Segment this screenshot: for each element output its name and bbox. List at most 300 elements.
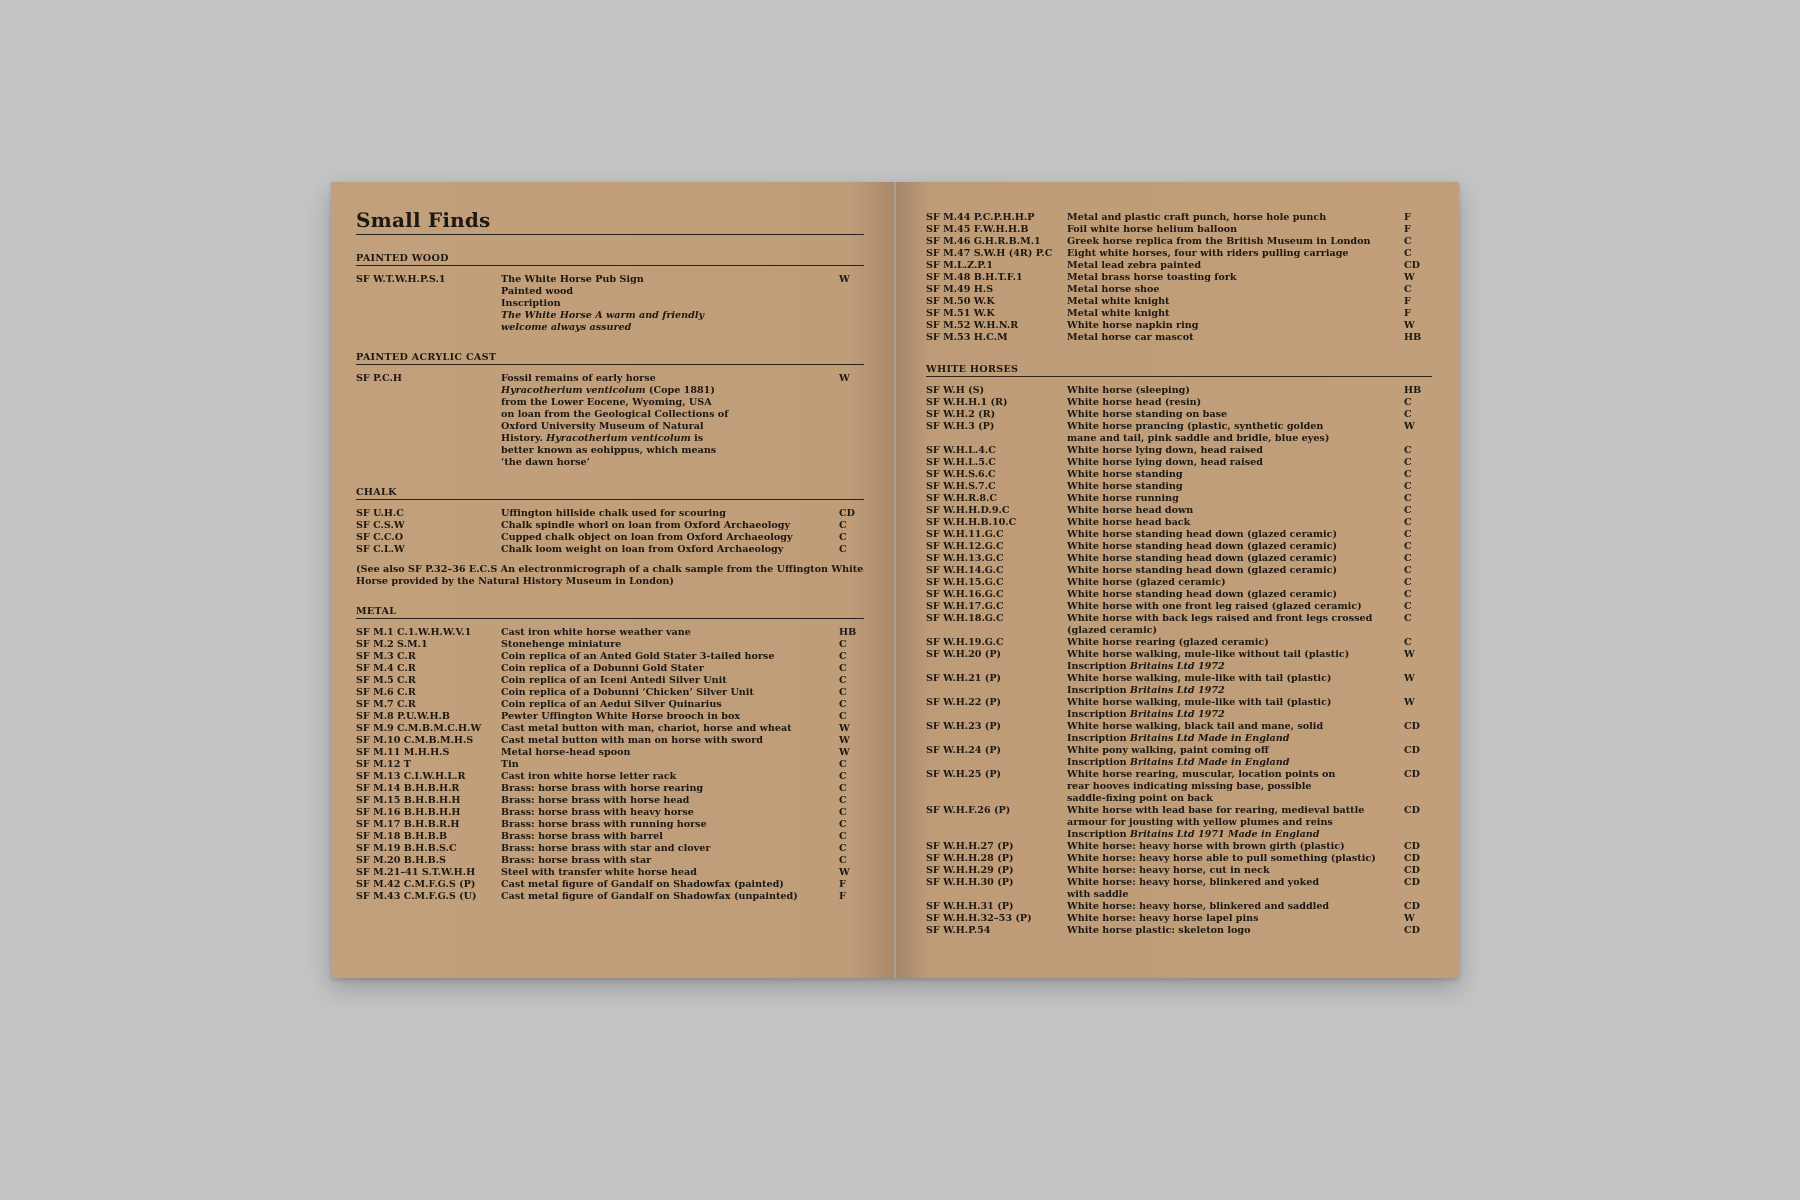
item-grade: C	[1404, 541, 1412, 552]
list-item	[926, 296, 1432, 308]
item-grade: C	[839, 711, 847, 722]
list-item	[356, 687, 864, 699]
item-description: White horse: heavy horse, cut in neck	[1067, 865, 1270, 876]
item-description: White horse standing head down (glazed ceramic)	[1067, 565, 1338, 576]
item-code: SF W.H (S)	[926, 385, 985, 396]
list-item	[926, 865, 1432, 877]
item-code: SF W.H.13.G.C	[926, 553, 1004, 564]
item-description: White horse napkin ring	[1067, 320, 1199, 331]
item-description: White horse standing	[1067, 469, 1183, 480]
item-description: Foil white horse helium balloon	[1067, 224, 1238, 235]
item-grade: C	[1404, 481, 1412, 492]
item-grade: C	[839, 771, 847, 782]
left-page	[331, 182, 894, 978]
list-item	[926, 224, 1432, 236]
list-item	[356, 627, 864, 639]
item-code: SF M.9 C.M.B.M.C.H.W	[356, 723, 482, 734]
list-item	[926, 332, 1432, 344]
list-item	[926, 481, 1432, 493]
item-description: White horse walking, black tail and mane, solid Inscription Britains Ltd Made in England	[1067, 721, 1324, 744]
list-item	[926, 541, 1432, 553]
list-item	[926, 553, 1432, 565]
item-code: SF M.47 S.W.H (4R) P.C	[926, 248, 1053, 259]
item-code: SF W.H.L.4.C	[926, 445, 996, 456]
item-description: White horse: heavy horse with brown girth (plastic)	[1067, 841, 1345, 852]
item-description: White horse standing head down (glazed ceramic)	[1067, 589, 1338, 600]
list-item	[356, 807, 864, 819]
item-grade: C	[1404, 409, 1412, 420]
item-description: Metal horse-head spoon	[501, 747, 631, 758]
item-code: SF M.15 B.H.B.H.H	[356, 795, 461, 806]
item-grade: C	[1404, 553, 1412, 564]
item-code: SF U.H.C	[356, 508, 404, 519]
item-description: White horse head back	[1067, 517, 1191, 528]
item-grade: F	[1404, 212, 1411, 223]
item-description: Brass: horse brass with horse rearing	[501, 783, 704, 794]
section-heading: WHITE HORSES	[926, 364, 1432, 377]
list-item	[926, 673, 1432, 697]
list-item	[926, 841, 1432, 853]
list-item	[926, 529, 1432, 541]
item-grade: C	[1404, 613, 1412, 624]
item-code: SF M.16 B.H.B.H.H	[356, 807, 461, 818]
item-code: SF W.H.H.31 (P)	[926, 901, 1014, 912]
item-code: SF W.H.S.6.C	[926, 469, 996, 480]
item-description: White horse (sleeping)	[1067, 385, 1190, 396]
list-item	[926, 272, 1432, 284]
item-code: SF M.13 C.I.W.H.L.R	[356, 771, 466, 782]
item-code: SF M.4 C.R	[356, 663, 416, 674]
list-item	[926, 901, 1432, 913]
item-grade: W	[1404, 272, 1415, 283]
list-item	[926, 421, 1432, 445]
item-grade: C	[1404, 457, 1412, 468]
item-description: White horse standing on base	[1067, 409, 1228, 420]
list-item	[926, 236, 1432, 248]
item-description: Coin replica of an Iceni Antedi Silver Unit	[501, 675, 727, 686]
item-description: Coin replica of an Anted Gold Stater 3-tailed horse	[501, 651, 775, 662]
item-code: SF M.6 C.R	[356, 687, 416, 698]
item-code: SF M.50 W.K	[926, 296, 995, 307]
item-grade: CD	[1404, 260, 1420, 271]
item-code: SF W.H.15.G.C	[926, 577, 1004, 588]
item-grade: W	[839, 867, 850, 878]
item-description: Brass: horse brass with heavy horse	[501, 807, 694, 818]
list-item	[356, 819, 864, 831]
item-grade: C	[1404, 469, 1412, 480]
right-page	[896, 182, 1459, 978]
item-description: Chalk loom weight on loan from Oxford Archaeology	[501, 544, 784, 555]
list-item	[356, 532, 864, 544]
item-grade: C	[839, 699, 847, 710]
item-code: SF W.H.14.G.C	[926, 565, 1004, 576]
list-item	[926, 805, 1432, 841]
item-description: Metal white knight	[1067, 296, 1170, 307]
item-grade: C	[1404, 589, 1412, 600]
item-code: SF M.19 B.H.B.S.C	[356, 843, 457, 854]
item-code: SF C.C.O	[356, 532, 404, 543]
item-description: White horse prancing (plastic, synthetic golden mane and tail, pink saddle and bridle, blue eyes)	[1067, 421, 1330, 444]
list-item	[356, 520, 864, 532]
item-code: SF C.L.W	[356, 544, 405, 555]
item-grade: F	[1404, 296, 1411, 307]
list-item	[926, 589, 1432, 601]
item-description: White horse: heavy horse, blinkered and saddled	[1067, 901, 1330, 912]
item-description: Brass: horse brass with running horse	[501, 819, 707, 830]
list-item	[926, 505, 1432, 517]
item-code: SF W.H.H.32–53 (P)	[926, 913, 1032, 924]
item-code: SF W.H.16.G.C	[926, 589, 1004, 600]
item-grade: C	[1404, 529, 1412, 540]
item-description: White horse with back legs raised and front legs crossed (glazed ceramic)	[1067, 613, 1373, 636]
list-item	[926, 601, 1432, 613]
list-item	[926, 697, 1432, 721]
item-grade: C	[839, 687, 847, 698]
item-grade: W	[1404, 421, 1415, 432]
item-grade: W	[1404, 673, 1415, 684]
item-grade: C	[839, 639, 847, 650]
item-code: SF W.H.2 (R)	[926, 409, 996, 420]
item-description: Tin	[501, 759, 519, 770]
item-code: SF M.18 B.H.B.B	[356, 831, 448, 842]
list-item	[356, 699, 864, 711]
item-grade: CD	[839, 508, 855, 519]
item-description: White horse walking, mule-like with tail (plastic) Inscription Britains Ltd 1972	[1067, 697, 1332, 720]
item-description: Cast metal figure of Gandalf on Shadowfax (painted)	[501, 879, 784, 890]
item-code: SF W.H.H.D.9.C	[926, 505, 1010, 516]
list-item	[926, 248, 1432, 260]
item-grade: F	[1404, 224, 1411, 235]
item-code: SF M.48 B.H.T.F.1	[926, 272, 1023, 283]
list-item	[356, 783, 864, 795]
section-painted-acrylic	[356, 352, 864, 469]
item-code: SF M.12 T	[356, 759, 411, 770]
item-description: Brass: horse brass with horse head	[501, 795, 690, 806]
section-white-horses	[926, 364, 1432, 937]
item-grade: C	[839, 532, 847, 543]
item-grade: C	[1404, 397, 1412, 408]
list-item	[926, 853, 1432, 865]
list-item	[926, 745, 1432, 769]
item-description: Metal and plastic craft punch, horse hole punch	[1067, 212, 1327, 223]
item-code: SF W.H.P.54	[926, 925, 991, 936]
item-code: SF M.42 C.M.F.G.S (P)	[356, 879, 476, 890]
item-code: SF W.H.H.1 (R)	[926, 397, 1008, 408]
list-item	[356, 723, 864, 735]
item-code: SF M.8 P.U.W.H.B	[356, 711, 450, 722]
item-grade: C	[1404, 505, 1412, 516]
item-description: Metal white knight	[1067, 308, 1170, 319]
list-item	[926, 385, 1432, 397]
item-code: SF M.1 C.1.W.H.W.V.1	[356, 627, 472, 638]
item-grade: CD	[1404, 853, 1420, 864]
item-grade: C	[839, 544, 847, 555]
item-grade: W	[1404, 649, 1415, 660]
list-item	[356, 831, 864, 843]
item-grade: C	[1404, 517, 1412, 528]
chalk-note: (See also SF P.32–36 E.C.S An electronmicrograph of a chalk sample from the Uffington White Horse provided by the Natural History Museum in London)	[356, 564, 864, 587]
list-item	[926, 212, 1432, 224]
item-code: SF W.H.20 (P)	[926, 649, 1002, 660]
section-painted-wood	[356, 253, 864, 334]
list-item	[926, 517, 1432, 529]
item-description: Metal horse shoe	[1067, 284, 1160, 295]
list-item	[356, 795, 864, 807]
item-grade: W	[839, 747, 850, 758]
item-code: SF W.H.21 (P)	[926, 673, 1002, 684]
item-description: White horse with lead base for rearing, medieval battle armour for jousting with yellow plumes and reins Inscription Britains Ltd 1971 Made in England	[1067, 805, 1365, 840]
section-heading: METAL	[356, 606, 864, 619]
item-grade: W	[1404, 697, 1415, 708]
item-grade: C	[839, 795, 847, 806]
list-item	[926, 397, 1432, 409]
item-grade: C	[839, 819, 847, 830]
item-description: Cast metal button with man on horse with sword	[501, 735, 763, 746]
item-grade: F	[839, 891, 846, 902]
item-description: Metal brass horse toasting fork	[1067, 272, 1237, 283]
item-code: SF W.H.18.G.C	[926, 613, 1004, 624]
item-description: White horse: heavy horse, blinkered and yoked with saddle	[1067, 877, 1320, 900]
section-heading: PAINTED WOOD	[356, 253, 864, 266]
item-code: SF M.44 P.C.P.H.H.P	[926, 212, 1035, 223]
list-item	[926, 409, 1432, 421]
item-code: SF M.51 W.K	[926, 308, 995, 319]
booklet-spread	[331, 182, 1459, 978]
item-description: Cupped chalk object on loan from Oxford Archaeology	[501, 532, 793, 543]
list-item	[356, 675, 864, 687]
item-description: Coin replica of a Dobunni ‘Chicken’ Silver Unit	[501, 687, 754, 698]
list-item	[926, 469, 1432, 481]
list-item	[926, 565, 1432, 577]
item-description: White horse (glazed ceramic)	[1067, 577, 1226, 588]
item-description: Uffington hillside chalk used for scouring	[501, 508, 726, 519]
item-description: White horse rearing (glazed ceramic)	[1067, 637, 1269, 648]
item-code: SF M.11 M.H.H.S	[356, 747, 450, 758]
list-item	[356, 771, 864, 783]
item-grade: W	[1404, 913, 1415, 924]
item-code: SF W.H.H.28 (P)	[926, 853, 1014, 864]
section-heading: PAINTED ACRYLIC CAST	[356, 352, 864, 365]
list-item	[926, 284, 1432, 296]
list-item	[356, 711, 864, 723]
item-description: White horse lying down, head raised	[1067, 457, 1263, 468]
list-item	[926, 721, 1432, 745]
list-item	[926, 877, 1432, 901]
item-code: SF M.45 F.W.H.H.B	[926, 224, 1029, 235]
item-code: SF W.H.H.B.10.C	[926, 517, 1017, 528]
item-description: Greek horse replica from the British Museum in London	[1067, 236, 1371, 247]
item-grade: W	[839, 735, 850, 746]
item-description: White horse standing head down (glazed ceramic)	[1067, 541, 1338, 552]
list-item	[356, 891, 864, 903]
item-description: Metal lead zebra painted	[1067, 260, 1202, 271]
item-code: SF W.H.24 (P)	[926, 745, 1002, 756]
item-grade: CD	[1404, 841, 1420, 852]
item-description: White horse standing head down (glazed ceramic)	[1067, 529, 1338, 540]
item-description: Brass: horse brass with barrel	[501, 831, 663, 842]
item-code: SF W.H.25 (P)	[926, 769, 1002, 780]
list-item	[926, 457, 1432, 469]
item-code: SF W.H.H.30 (P)	[926, 877, 1014, 888]
item-grade: C	[1404, 284, 1412, 295]
item-code: SF W.H.22 (P)	[926, 697, 1002, 708]
item-code: SF M.3 C.R	[356, 651, 416, 662]
item-grade: C	[1404, 565, 1412, 576]
item-code: SF M.2 S.M.1	[356, 639, 428, 650]
item-description: Cast iron white horse weather vane	[501, 627, 691, 638]
item-description: White horse walking, mule-like with tail (plastic) Inscription Britains Ltd 1972	[1067, 673, 1332, 696]
item-grade: CD	[1404, 925, 1420, 936]
item-description: White horse head (resin)	[1067, 397, 1202, 408]
list-item	[356, 867, 864, 879]
list-item	[926, 577, 1432, 589]
item-description: Cast metal figure of Gandalf on Shadowfax (unpainted)	[501, 891, 798, 902]
item-description: White horse head down	[1067, 505, 1194, 516]
list-item	[356, 879, 864, 891]
item-grade: HB	[1404, 332, 1422, 343]
item-code: SF W.H.17.G.C	[926, 601, 1004, 612]
item-grade: F	[1404, 308, 1411, 319]
item-description: Brass: horse brass with star	[501, 855, 652, 866]
item-description: White horse running	[1067, 493, 1179, 504]
item-code: SF W.H.23 (P)	[926, 721, 1002, 732]
item-description: White horse standing	[1067, 481, 1183, 492]
list-item	[926, 613, 1432, 637]
item-grade: C	[1404, 248, 1412, 259]
item-grade: CD	[1404, 745, 1420, 756]
item-description: Stonehenge miniature	[501, 639, 622, 650]
item-description: White horse walking, mule-like without tail (plastic) Inscription Britains Ltd 1972	[1067, 649, 1350, 672]
item-code: SF W.H.R.8.C	[926, 493, 998, 504]
item-code: SF M.7 C.R	[356, 699, 416, 710]
item-description: White horse lying down, head raised	[1067, 445, 1263, 456]
item-description: White horse: heavy horse lapel pins	[1067, 913, 1259, 924]
item-description: Cast iron white horse letter rack	[501, 771, 677, 782]
item-grade: C	[1404, 577, 1412, 588]
item-description: White pony walking, paint coming off Inscription Britains Ltd Made in England	[1067, 745, 1290, 768]
item-code: SF M.21–41 S.T.W.H.H	[356, 867, 476, 878]
item-code: SF W.H.12.G.C	[926, 541, 1004, 552]
list-item	[926, 493, 1432, 505]
item-code: SF M.10 C.M.B.M.H.S	[356, 735, 474, 746]
item-grade: C	[839, 520, 847, 531]
list-item	[926, 445, 1432, 457]
list-item	[926, 925, 1432, 937]
item-description: Cast metal button with man, chariot, horse and wheat	[501, 723, 792, 734]
item-code: SF W.H.H.27 (P)	[926, 841, 1014, 852]
item-description: Coin replica of a Dobunni Gold Stater	[501, 663, 704, 674]
section-metal	[356, 606, 864, 903]
item-description: Steel with transfer white horse head	[501, 867, 697, 878]
list-item: SF P.C.H Fossil remains of early horse Hyracotherium venticolum (Cope 1881) from the Lower Eocene, Wyoming, USA on loan from the Geological Collections of Oxford University Museum of Natural History. Hyracotherium venticolum is better known as eohippus, which means ‘the dawn horse’ W	[356, 373, 850, 468]
item-grade: F	[839, 879, 846, 890]
item-grade: C	[839, 831, 847, 842]
item-code: SF M.20 B.H.B.S	[356, 855, 446, 866]
item-grade: CD	[1404, 865, 1420, 876]
section-chalk	[356, 487, 864, 588]
item-code: SF M.17 B.H.B.R.H	[356, 819, 460, 830]
item-grade: HB	[839, 627, 857, 638]
list-item	[356, 544, 864, 556]
list-item	[356, 843, 864, 855]
item-description: Chalk spindle whorl on loan from Oxford Archaeology	[501, 520, 791, 531]
item-grade: CD	[1404, 721, 1420, 732]
list-item: SF W.T.W.H.P.S.1 The White Horse Pub Sign Painted wood Inscription The White Horse A warm and friendly welcome always assured W	[356, 274, 850, 333]
item-code: SF W.H.11.G.C	[926, 529, 1004, 540]
item-code: SF W.H.F.26 (P)	[926, 805, 1011, 816]
list-item	[926, 769, 1432, 805]
list-item	[926, 913, 1432, 925]
list-item	[356, 855, 864, 867]
list-item	[356, 508, 864, 520]
item-code: SF M.53 H.C.M	[926, 332, 1008, 343]
list-item	[356, 639, 864, 651]
item-code: SF W.H.19.G.C	[926, 637, 1004, 648]
item-description: Eight white horses, four with riders pulling carriage	[1067, 248, 1349, 259]
section-metal-continued	[926, 212, 1432, 344]
section-heading: CHALK	[356, 487, 864, 500]
item-code: SF M.49 H.S	[926, 284, 994, 295]
item-description: White horse rearing, muscular, location points on rear hooves indicating missing base, possible saddle-fixing point on back	[1067, 769, 1336, 804]
item-grade: C	[839, 651, 847, 662]
list-item	[926, 260, 1432, 272]
item-grade: C	[1404, 445, 1412, 456]
item-grade: CD	[1404, 877, 1420, 888]
item-description: Pewter Uffington White Horse brooch in box	[501, 711, 741, 722]
item-grade: CD	[1404, 805, 1420, 816]
item-grade: W	[839, 723, 850, 734]
item-code: SF W.H.L.5.C	[926, 457, 996, 468]
list-item	[926, 649, 1432, 673]
list-item	[356, 663, 864, 675]
item-grade: C	[1404, 637, 1412, 648]
item-grade: HB	[1404, 385, 1422, 396]
item-grade: C	[1404, 493, 1412, 504]
list-item	[356, 747, 864, 759]
list-item	[926, 637, 1432, 649]
page-title: Small Finds	[356, 208, 864, 235]
item-grade: CD	[1404, 901, 1420, 912]
list-item	[356, 759, 864, 771]
item-code: SF M.14 B.H.B.H.R	[356, 783, 460, 794]
item-grade: C	[839, 783, 847, 794]
item-grade: W	[1404, 320, 1415, 331]
item-description: White horse with one front leg raised (glazed ceramic)	[1067, 601, 1362, 612]
item-code: SF W.H.S.7.C	[926, 481, 996, 492]
item-description: White horse standing head down (glazed ceramic)	[1067, 553, 1338, 564]
item-code: SF M.L.Z.P.1	[926, 260, 993, 271]
item-grade: C	[839, 855, 847, 866]
item-code: SF M.46 G.H.R.B.M.1	[926, 236, 1041, 247]
item-code: SF M.43 C.M.F.G.S (U)	[356, 891, 477, 902]
item-code: SF W.H.H.29 (P)	[926, 865, 1014, 876]
item-grade: C	[1404, 236, 1412, 247]
item-description: Coin replica of an Aedui Silver Quinarius	[501, 699, 722, 710]
item-code: SF M.5 C.R	[356, 675, 416, 686]
item-grade: C	[839, 675, 847, 686]
item-grade: CD	[1404, 769, 1420, 780]
item-description: White horse plastic: skeleton logo	[1067, 925, 1251, 936]
item-grade: C	[839, 663, 847, 674]
item-code: SF W.H.3 (P)	[926, 421, 995, 432]
item-grade: C	[839, 759, 847, 770]
item-description: White horse: heavy horse able to pull something (plastic)	[1067, 853, 1376, 864]
item-code: SF M.52 W.H.N.R	[926, 320, 1019, 331]
item-grade: C	[1404, 601, 1412, 612]
list-item	[926, 320, 1432, 332]
item-grade: C	[839, 807, 847, 818]
item-grade: C	[839, 843, 847, 854]
